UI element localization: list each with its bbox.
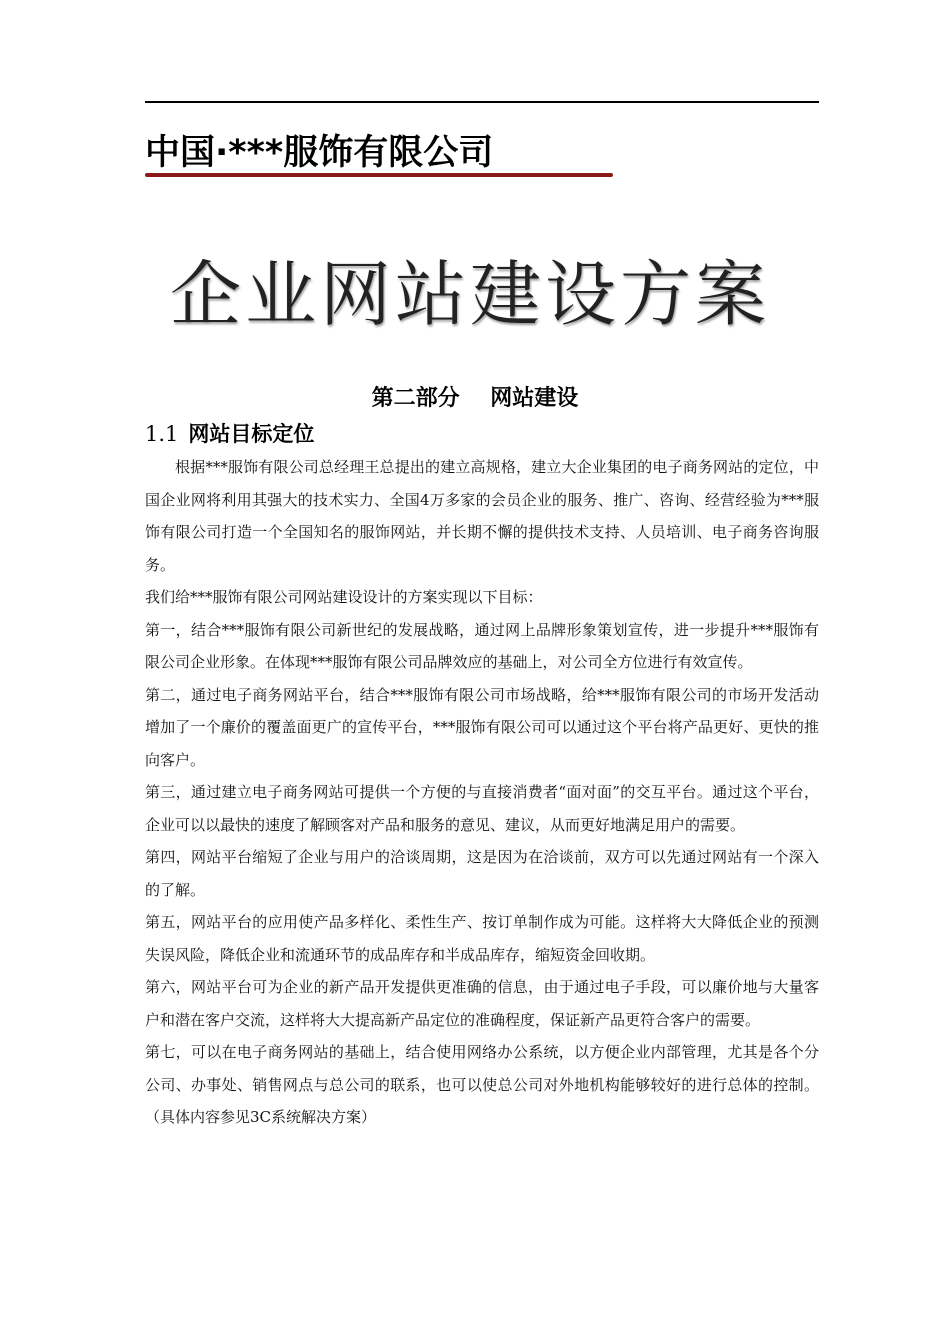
part-heading: 第二部分 网站建设	[371, 386, 579, 411]
paragraph-goal-1: 第一，结合***服饰有限公司新世纪的发展战略，通过网上品牌形象策划宣传，进一步提升***服饰有限公司企业形象。在体现***服饰有限公司品牌效应的基础上，对公司全方位进行有效宣传。	[145, 620, 819, 671]
company-underline-rule	[145, 173, 613, 177]
paragraph-goal-5: 第五，网站平台的应用使产品多样化、柔性生产、按订单制作成为可能。这样将大大降低企业的预测失误风险，降低企业和流通环节的成品库存和半成品库存，缩短资金回收期。	[145, 913, 819, 964]
section-title: 网站目标定位	[188, 422, 315, 446]
paragraph-goal-3: 第三，通过建立电子商务网站可提供一个方便的与直接消费者“面对面”的交互平台。通过这个平台，企业可以以最快的速度了解顾客对产品和服务的意见、建议，从而更好地满足用户的需要。	[145, 783, 819, 834]
paragraph-goals-lead: 我们给***服饰有限公司网站建设设计的方案实现以下目标：	[145, 588, 543, 606]
paragraph-intro: 根据***服饰有限公司总经理王总提出的建立高规格，建立大企业集团的电子商务网站的定位，中国企业网将利用其强大的技术实力、全国4万多家的会员企业的服务、推广、咨询、经营经验为***服饰有限公司打造一个全国知名的服饰网站，并长期不懈的提供技术支持、人员培训、电子商务咨询服务。	[145, 458, 819, 574]
company-name-heading: 中国·***服饰有限公司	[145, 133, 494, 173]
paragraph-goal-2: 第二，通过电子商务网站平台，结合***服饰有限公司市场战略，给***服饰有限公司的市场开发活动增加了一个廉价的覆盖面更广的宣传平台，***服饰有限公司可以通过这个平台将产品更好、更快的推向客户。	[145, 685, 819, 769]
cover-title: 企业网站建设方案	[170, 253, 771, 336]
header-top-rule	[145, 101, 819, 103]
paragraph-goal-4: 第四，网站平台缩短了企业与用户的洽谈周期，这是因为在洽谈前，双方可以先通过网站有一个深入的了解。	[145, 848, 819, 899]
section-heading	[145, 418, 314, 450]
paragraph-goal-6: 第六，网站平台可为企业的新产品开发提供更准确的信息，由于通过电子手段，可以廉价地与大量客户和潜在客户交流，这样将大大提高新产品定位的准确程度，保证新产品更符合客户的需要。	[145, 978, 819, 1029]
body-text	[145, 451, 819, 1134]
section-number: 1.1	[145, 422, 179, 446]
paragraph-goal-7: 第七，可以在电子商务网站的基础上，结合使用网络办公系统，以方便企业内部管理，尤其是各个分公司、办事处、销售网点与总公司的联系，也可以使总公司对外地机构能够较好的进行总体的控制。（具体内容参见3C系统解决方案）	[145, 1043, 819, 1126]
